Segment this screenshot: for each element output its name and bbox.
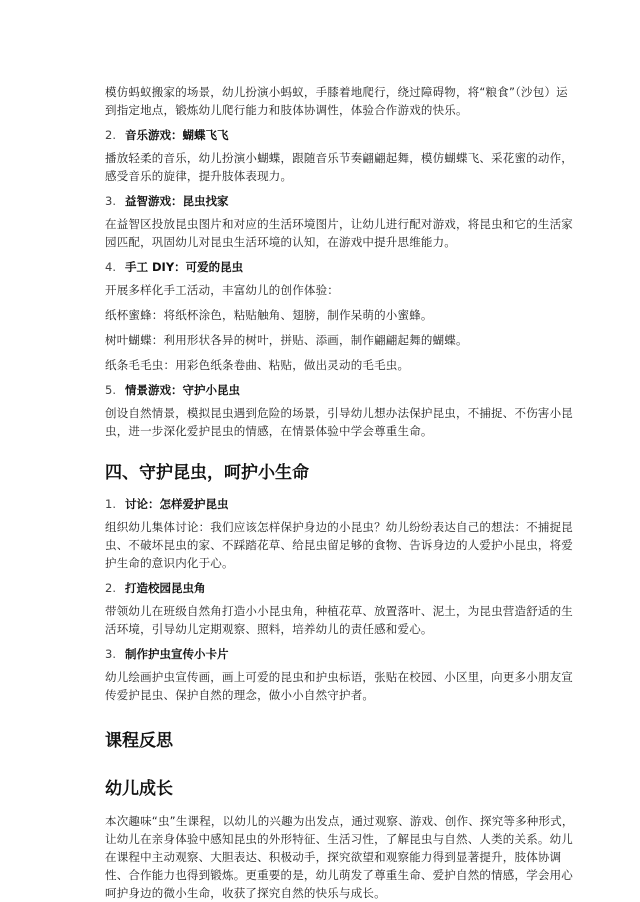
item-title: 讨论：怎样爱护昆虫 <box>125 497 229 511</box>
item-title: 情景游戏：守护小昆虫 <box>125 383 240 397</box>
item-number: 5. <box>105 383 116 397</box>
item-paragraph: 带领幼儿在班级自然角打造小小昆虫角，种植花草、放置落叶、泥土，为昆虫营造舒适的生活环境，引导幼儿定期观察、照料，培养幼儿的责任感和爱心。 <box>105 604 573 636</box>
item-number: 2. <box>105 581 116 595</box>
item-paragraph: 树叶蝴蝶：利用形状各异的树叶，拼贴、添画，制作翩翩起舞的蝴蝶。 <box>105 333 468 347</box>
item-heading <box>105 646 576 662</box>
item-number: 3. <box>105 194 116 208</box>
item-number: 1. <box>105 497 116 511</box>
list-item <box>105 127 576 185</box>
list-item <box>105 496 576 572</box>
list-item <box>105 646 576 704</box>
list-item <box>105 259 576 374</box>
item-title: 音乐游戏：蝴蝶飞飞 <box>125 128 229 142</box>
section-heading: 四、守护昆虫，呵护小生命 <box>105 463 309 483</box>
item-heading <box>105 127 576 143</box>
item-paragraph: 纸条毛毛虫：用彩色纸条卷曲、粘贴，做出灵动的毛毛虫。 <box>105 358 410 372</box>
list-item <box>105 193 576 251</box>
item-number: 4. <box>105 260 116 274</box>
list-item <box>105 382 576 440</box>
reflection-heading: 课程反思 <box>105 731 173 751</box>
intro-paragraph: 模仿蚂蚁搬家的场景，幼儿扮演小蚂蚁，手膝着地爬行，绕过障碍物，将“粮食”（沙包）运到指定地点，锻炼幼儿爬行能力和肢体协调性，体验合作游戏的快乐。 <box>105 85 568 117</box>
reflection-paragraph: 本次趣味“虫”生课程，以幼儿的兴趣为出发点，通过观察、游戏、创作、探究等多种形式，让幼儿在亲身体验中感知昆虫的外形特征、生活习性，了解昆虫与自然、人类的关系。幼儿在课程中主动观察、大胆表达、积极动手，探究欲望和观察能力得到显著提升，肢体协调性、合作能力也得到锻炼。更重要的是，幼儿萌发了尊重生命、爱护自然的情感，学会用心呵护身边的微小生命，收获了探究自然的快乐与成长。 <box>105 814 574 900</box>
item-paragraph: 幼儿绘画护虫宣传画，画上可爱的昆虫和护虫标语，张贴在校园、小区里，向更多小朋友宣传爱护昆虫、保护自然的理念，做小小自然守护者。 <box>105 670 573 702</box>
item-paragraph: 在益智区投放昆虫图片和对应的生活环境图片，让幼儿进行配对游戏，将昆虫和它的生活家园匹配，巩固幼儿对昆虫生活环境的认知，在游戏中提升思维能力。 <box>105 217 573 249</box>
item-heading <box>105 382 576 398</box>
item-heading <box>105 259 576 275</box>
item-paragraph: 创设自然情景，模拟昆虫遇到危险的场景，引导幼儿想办法保护昆虫，不捕捉、不伤害小昆虫，进一步深化爱护昆虫的情感，在情景体验中学会尊重生命。 <box>105 406 573 438</box>
item-heading <box>105 580 576 596</box>
item-title: 制作护虫宣传小卡片 <box>125 647 229 661</box>
item-number: 3. <box>105 647 116 661</box>
item-paragraph: 开展多样化手工活动，丰富幼儿的创作体验： <box>105 283 339 297</box>
item-number: 2. <box>105 128 116 142</box>
item-paragraph: 播放轻柔的音乐，幼儿扮演小蝴蝶，跟随音乐节奏翩翩起舞，模仿蝴蝶飞、采花蜜的动作，感受音乐的旋律，提升肢体表现力。 <box>105 151 573 183</box>
item-heading <box>105 193 576 209</box>
item-paragraph: 组织幼儿集体讨论：我们应该怎样保护身边的小昆虫？幼儿纷纷表达自己的想法：不捕捉昆虫、不破坏昆虫的家、不踩踏花草、给昆虫留足够的食物、告诉身边的人爱护小昆虫，将爱护生命的意识内化于心。 <box>105 520 573 570</box>
reflection-subheading: 幼儿成长 <box>105 779 173 799</box>
item-title: 打造校园昆虫角 <box>125 581 206 595</box>
item-title: 手工 DIY：可爱的昆虫 <box>125 260 244 274</box>
item-paragraph: 纸杯蜜蜂：将纸杯涂色，粘贴触角、翅膀，制作呆萌的小蜜蜂。 <box>105 308 433 322</box>
item-title: 益智游戏：昆虫找家 <box>125 194 229 208</box>
item-heading <box>105 496 576 512</box>
list-item <box>105 580 576 638</box>
